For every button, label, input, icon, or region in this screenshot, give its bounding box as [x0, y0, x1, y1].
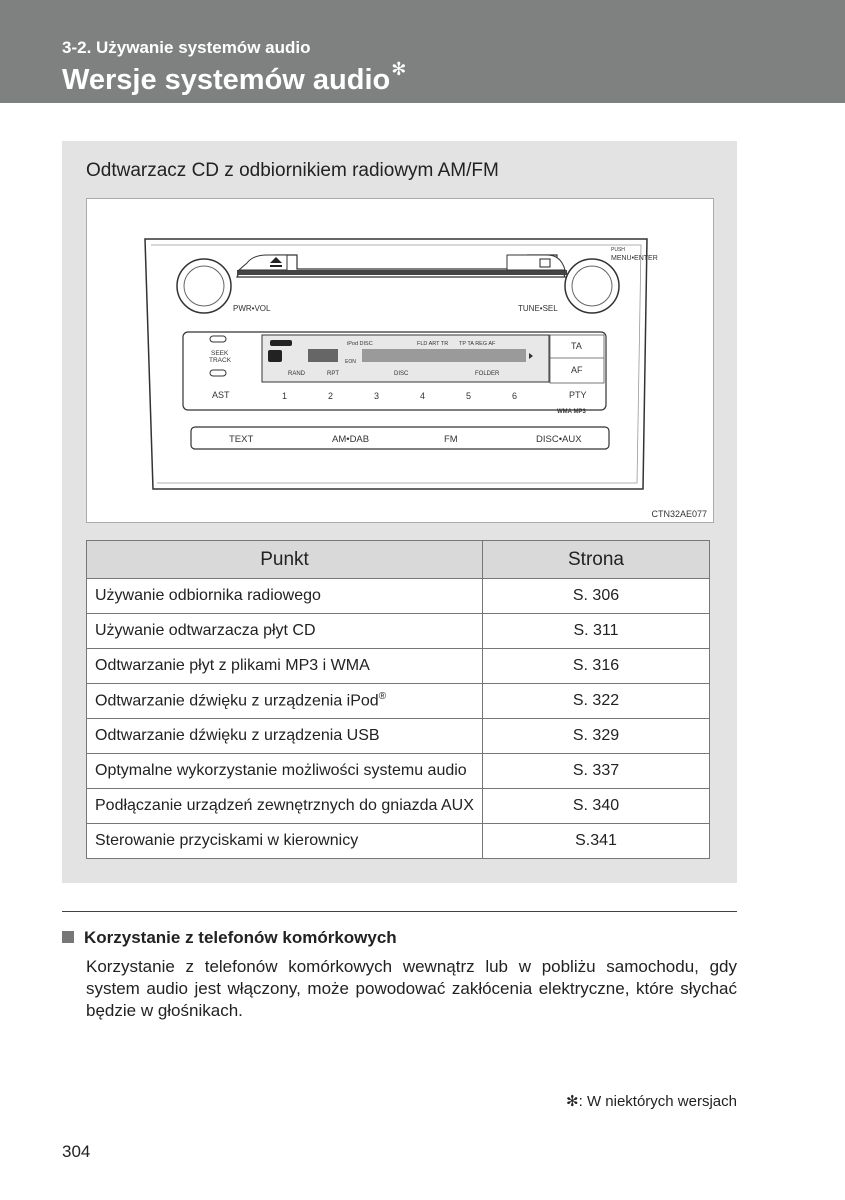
preset-4: 4: [420, 391, 426, 401]
cd-slot-icon: [237, 270, 567, 275]
table-row: [87, 579, 710, 614]
lcd-text-segments: [362, 349, 526, 362]
row-item-cell: [87, 684, 483, 719]
wma-mp3-logo: WMA MP3: [557, 409, 586, 415]
track-label: TRACK: [209, 357, 232, 364]
af-label: AF: [571, 365, 583, 375]
lcd-cdin-indicator: [270, 340, 292, 346]
row-page: S. 322: [483, 684, 710, 719]
lcd-rpt: RPT: [327, 371, 339, 377]
table-row: [87, 649, 710, 684]
text-button-label: TEXT: [229, 434, 254, 445]
row-page: S. 340: [483, 789, 710, 824]
lcd-fld-art-tr: FLD ART TR: [417, 341, 449, 347]
lcd-bt-icon: [268, 350, 282, 362]
preset-6: 6: [512, 391, 518, 401]
note-body: Korzystanie z telefonów komórkowych wewnątrz lub w pobliżu samochodu, gdy system audio jest włączony, może powodować zakłócenia elektryczne, które słychać będzie w głośnikach.: [86, 957, 737, 1020]
table-header-row: [87, 541, 710, 579]
title-asterisk: ✻: [391, 59, 407, 79]
preset-1: 1: [282, 391, 288, 401]
row-page: S. 329: [483, 719, 710, 754]
row-item: Odtwarzanie dźwięku z urządzenia USB: [87, 719, 483, 754]
preset-5: 5: [466, 391, 472, 401]
registered-mark: ®: [378, 691, 387, 703]
lcd-disc: DISC: [394, 371, 409, 377]
table-row: [87, 719, 710, 754]
page-title-text: Wersje systemów audio: [62, 64, 391, 96]
table-row: [87, 824, 710, 859]
col-header-item: Punkt: [87, 541, 483, 579]
tune-sel-label: TUNE•SEL: [518, 304, 558, 313]
table-row: [87, 614, 710, 649]
preset-2: 2: [328, 391, 334, 401]
page-number: 304: [62, 1142, 91, 1161]
lcd-folder: FOLDER: [475, 371, 500, 377]
seek-label: SEEK: [211, 350, 229, 357]
row-page: S. 337: [483, 754, 710, 789]
figure-code: CTN32AE077: [651, 509, 707, 519]
disc-button-shape: [507, 255, 565, 270]
row-page: S. 311: [483, 614, 710, 649]
row-item: Odtwarzanie płyt z plikami MP3 i WMA: [87, 649, 483, 684]
row-page: S. 316: [483, 649, 710, 684]
tune-sel-knob-icon: [565, 259, 619, 313]
table-row: [87, 684, 710, 719]
row-item: Optymalne wykorzystanie możliwości systemu audio: [87, 754, 483, 789]
discaux-button-label: DISC•AUX: [536, 434, 582, 445]
col-header-page: Strona: [483, 541, 710, 579]
audio-unit-figure: [86, 198, 714, 523]
contents-table: [86, 540, 710, 859]
row-item: Sterowanie przyciskami w kierownicy: [87, 824, 483, 859]
row-item: Odtwarzanie dźwięku z urządzenia iPod: [95, 692, 379, 710]
audio-unit-illustration: [87, 199, 713, 522]
table-row: [87, 754, 710, 789]
push-label: PUSH: [611, 247, 625, 253]
panel-title: Odtwarzacz CD z odbiornikiem radiowym AM/FM: [86, 160, 499, 181]
ta-label: TA: [571, 341, 582, 351]
amdab-button-label: AM•DAB: [332, 434, 370, 445]
chapter-header: [0, 0, 845, 103]
lcd-digits: [308, 349, 338, 362]
note-heading-text: Korzystanie z telefonów komórkowych: [84, 928, 397, 947]
lcd-ipod-disc: iPod DISC: [347, 341, 373, 347]
lcd-rand: RAND: [288, 371, 306, 377]
page-title: [62, 59, 406, 97]
table-row: [87, 789, 710, 824]
ast-label: AST: [212, 390, 230, 400]
row-page: S. 306: [483, 579, 710, 614]
square-bullet-icon: [62, 931, 74, 943]
pwr-vol-knob-icon: [177, 259, 231, 313]
note-heading: [62, 928, 397, 948]
footnote: ✻: W niektórych wersjach: [566, 1093, 737, 1110]
lcd-eon: EON: [345, 359, 356, 365]
row-item: Podłączanie urządzeń zewnętrznych do gniazda AUX: [87, 789, 483, 824]
pty-label: PTY: [569, 390, 587, 400]
lcd-tp-ta-reg-af: TP TA REG AF: [459, 341, 496, 347]
row-item: Używanie odbiornika radiowego: [87, 579, 483, 614]
row-page: S.341: [483, 824, 710, 859]
section-label: 3-2. Używanie systemów audio: [62, 38, 311, 57]
fm-button-label: FM: [444, 434, 458, 445]
preset-3: 3: [374, 391, 380, 401]
row-item: Używanie odtwarzacza płyt CD: [87, 614, 483, 649]
pwr-vol-label: PWR•VOL: [233, 304, 271, 313]
eject-icon-bar: [270, 265, 282, 267]
section-divider: [62, 911, 737, 912]
menu-enter-label: MENU•ENTER: [611, 255, 658, 262]
